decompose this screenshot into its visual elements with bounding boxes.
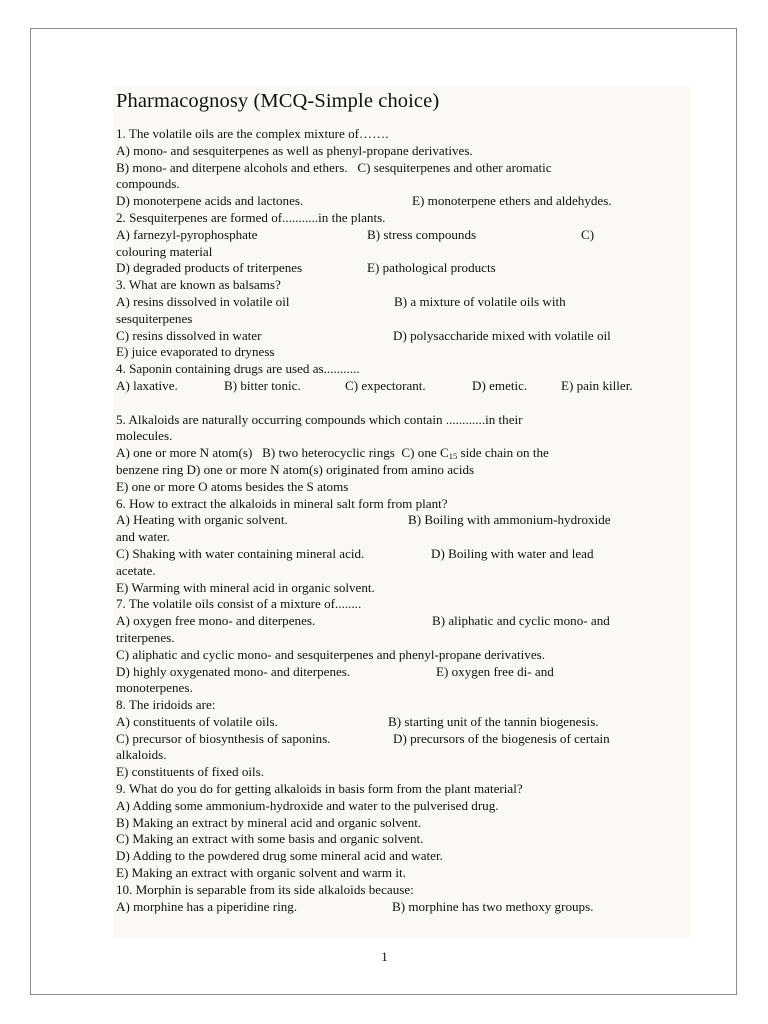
text-line: molecules. [116, 428, 173, 444]
page-title: Pharmacognosy (MCQ-Simple choice) [116, 90, 440, 112]
text-line: A) resins dissolved in volatile oil B) a mixture of volatile oils with [116, 293, 566, 309]
text-line: A) oxygen free mono- and diterpenes. B) aliphatic and cyclic mono- and [116, 613, 610, 629]
text-line: monoterpenes. [116, 680, 193, 696]
text-line: A) one or more N atom(s) B) two heterocyclic rings C) one $C_{15}$ side chain on the [116, 445, 549, 462]
text-line: 2. Sesquiterpenes are formed of...........in the plants. [116, 209, 386, 225]
text-line: A) laxative. B) bitter tonic. C) expectorant. D) emetic. E) pain killer. [116, 377, 633, 393]
text-line: and water. [116, 529, 170, 545]
question-text [116, 126, 691, 915]
text-line: E) juice evaporated to dryness [116, 344, 275, 360]
text-line: 10. Morphin is separable from its side alkaloids because: [116, 881, 414, 897]
text-line: B) Making an extract by mineral acid and organic solvent. [116, 814, 422, 830]
text-line: C) resins dissolved in water D) polysaccharide mixed with volatile oil [116, 327, 611, 343]
text-line: A) mono- and sesquiterpenes as well as phenyl-propane derivatives. [116, 142, 473, 158]
text-line: C) precursor of biosynthesis of saponins. D) precursors of the biogenesis of certain [116, 730, 610, 746]
subscript: 15 [448, 451, 458, 462]
text-line: C) Making an extract with some basis and organic solvent. [116, 831, 424, 847]
text-line: D) highly oxygenated mono- and diterpenes. E) oxygen free di- and [116, 663, 554, 679]
text-line: C) aliphatic and cyclic mono- and sesquiterpenes and phenyl-propane derivatives. [116, 646, 546, 662]
text-line: E) Making an extract with organic solvent and warm it. [116, 865, 406, 881]
text-line: benzene ring D) one or more N atom(s) originated from amino acids [116, 461, 475, 477]
text-line: A) Adding some ammonium-hydroxide and water to the pulverised drug. [116, 797, 499, 813]
text-line: D) degraded products of triterpenes E) pathological products [116, 260, 496, 276]
text-line: 4. Saponin containing drugs are used as........... [116, 361, 360, 377]
text-line: B) mono- and diterpene alcohols and ethers. C) sesquiterpenes and other aromatic [116, 159, 552, 175]
text-line: E) constituents of fixed oils. [116, 764, 265, 780]
text-line: A) Heating with organic solvent. B) Boiling with ammonium-hydroxide [116, 512, 611, 528]
text-line: D) monoterpene acids and lactones. E) monoterpene ethers and aldehydes. [116, 193, 612, 209]
text-line: A) farnezyl-pyrophosphate B) stress compounds C) [116, 226, 595, 242]
text-line: 3. What are known as balsams? [116, 277, 281, 293]
text-line: triterpenes. [116, 629, 175, 645]
text-line: alkaloids. [116, 747, 167, 763]
text-line: 9. What do you do for getting alkaloids in basis form from the plant material? [116, 781, 523, 797]
text-line: D) Adding to the powdered drug some mineral acid and water. [116, 848, 443, 864]
text-line: colouring material [116, 243, 213, 259]
text-line: A) morphine has a piperidine ring. B) morphine has two methoxy groups. [116, 898, 594, 914]
text-line: 8. The iridoids are: [116, 697, 216, 713]
document-page [30, 28, 737, 995]
page-content [113, 87, 691, 937]
text-line: acetate. [116, 562, 156, 578]
text-line: 7. The volatile oils consist of a mixture of........ [116, 596, 362, 612]
text-line: E) one or more O atoms besides the S atoms [116, 478, 349, 494]
text-line: 5. Alkaloids are naturally occurring compounds which contain ............in their [116, 411, 523, 427]
page-number: 1 [381, 949, 388, 964]
blank-line [116, 395, 691, 412]
text-line: 6. How to extract the alkaloids in mineral salt form from plant? [116, 495, 448, 511]
text-line: A) constituents of volatile oils. B) starting unit of the tannin biogenesis. [116, 713, 599, 729]
text-line: E) Warming with mineral acid in organic solvent. [116, 579, 375, 595]
text-line: C) Shaking with water containing mineral acid. D) Boiling with water and lead [116, 545, 594, 561]
text-line: 1. The volatile oils are the complex mixture of……. [116, 126, 389, 141]
text-line: compounds. [116, 176, 180, 192]
text-line: sesquiterpenes [116, 310, 193, 326]
